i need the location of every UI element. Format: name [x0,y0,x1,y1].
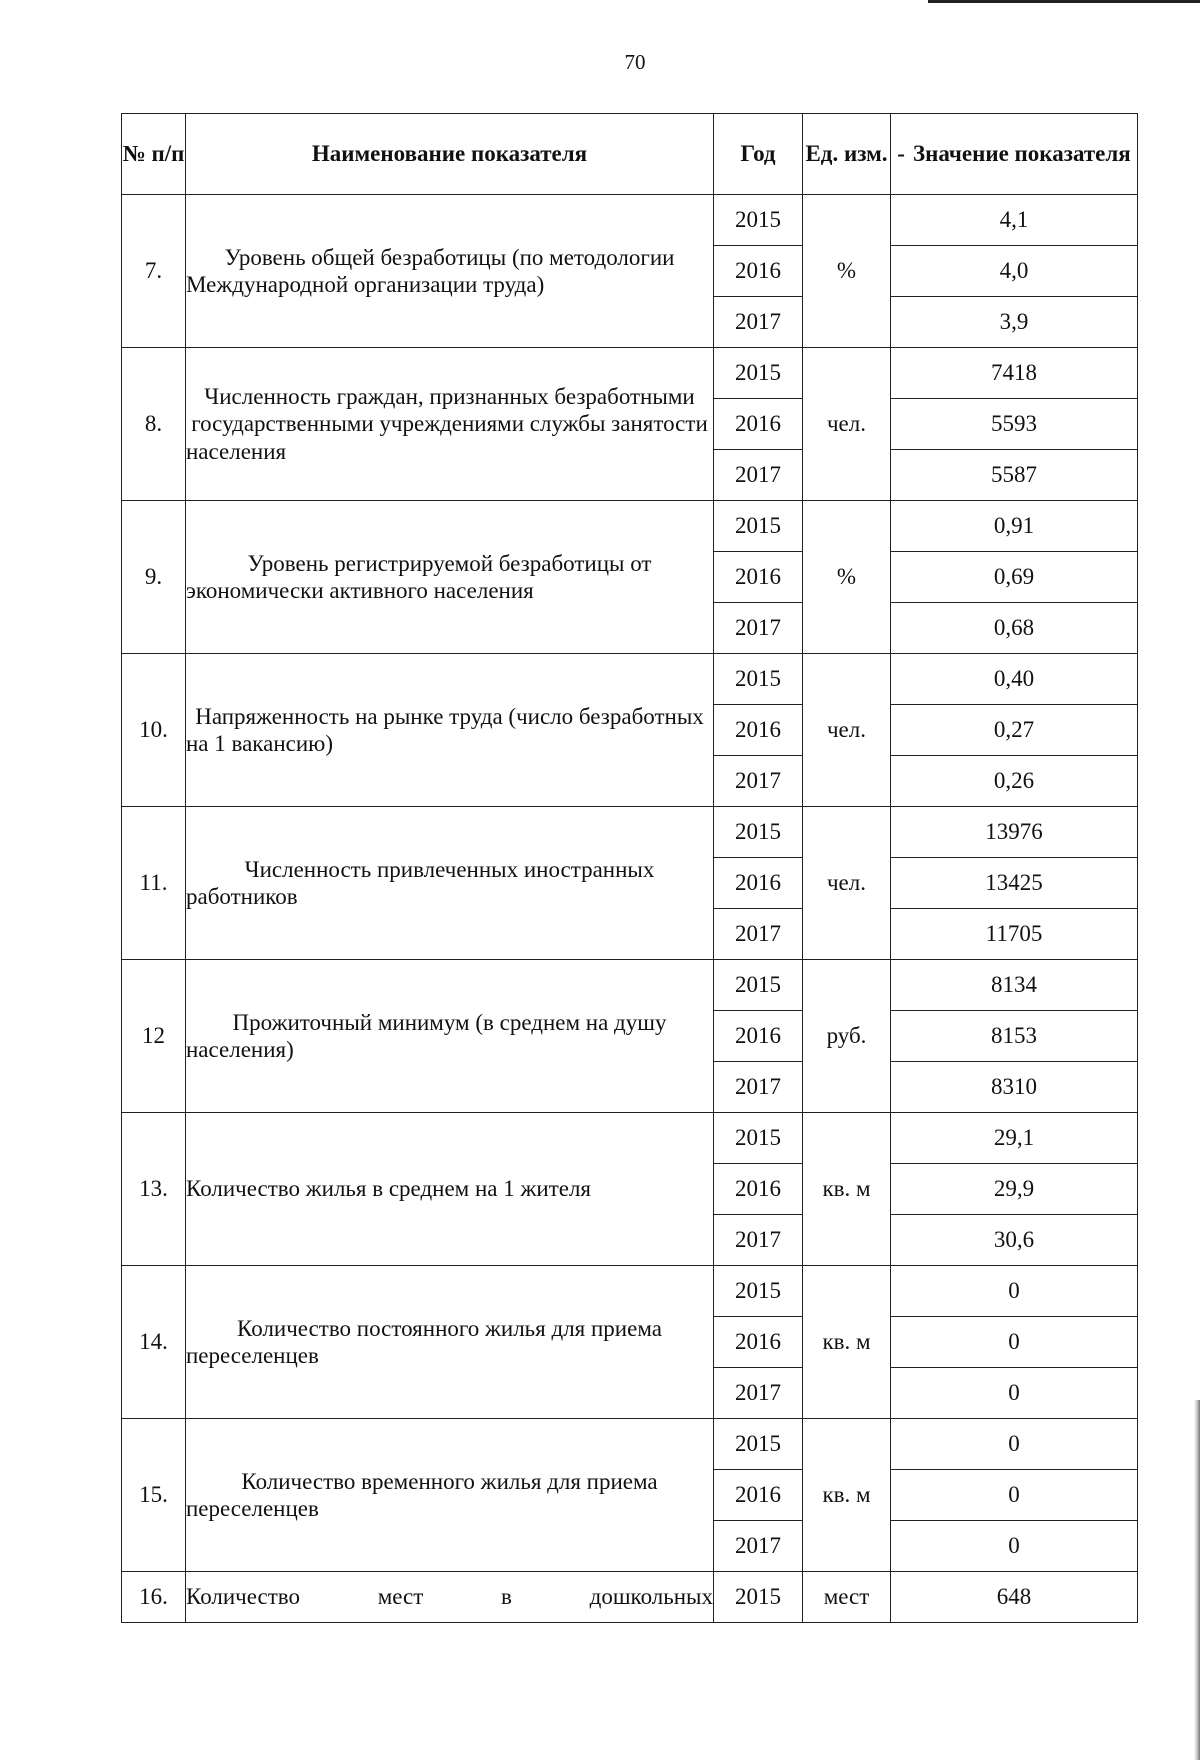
indicator-name: Уровень общей безработицы (по методологии Международной организации труда) [186,195,714,348]
value-cell: 0 [891,1266,1138,1317]
table-row [122,807,1138,858]
indicator-name: Прожиточный минимум (в среднем на душу населения) [186,960,714,1113]
indicator-name: Напряженность на рынке труда (число безработных на 1 вакансию) [186,654,714,807]
table-row [122,654,1138,705]
indicator-name: Количество мест в дошкольных [186,1572,714,1623]
unit-cell: кв. м [803,1266,891,1419]
unit-cell: чел. [803,807,891,960]
unit-cell: чел. [803,348,891,501]
value-cell: 13425 [891,858,1138,909]
table-row [122,960,1138,1011]
header-name: Наименование показателя [186,114,714,195]
indicator-name: Численность граждан, признанных безработными государственными учреждениями службы занятости населения [186,348,714,501]
year-cell: 2017 [714,1521,803,1572]
value-cell: 5587 [891,450,1138,501]
value-cell: 3,9 [891,297,1138,348]
table-row [122,195,1138,246]
value-cell: 8310 [891,1062,1138,1113]
row-number: 7. [122,195,186,348]
table-row [122,501,1138,552]
year-cell: 2017 [714,603,803,654]
year-cell: 2017 [714,1215,803,1266]
year-cell: 2015 [714,1266,803,1317]
value-cell: 0 [891,1368,1138,1419]
indicator-name: Количество жилья в среднем на 1 жителя [186,1113,714,1266]
value-cell: 30,6 [891,1215,1138,1266]
table-header-row [122,114,1138,195]
year-cell: 2016 [714,705,803,756]
indicator-name: Количество временного жилья для приема переселенцев [186,1419,714,1572]
year-cell: 2017 [714,1368,803,1419]
header-value-label: Значение показателя [912,140,1131,166]
value-cell: 648 [891,1572,1138,1623]
value-cell: 0,26 [891,756,1138,807]
table-row [122,1572,1138,1623]
year-cell: 2015 [714,1419,803,1470]
value-cell: 0 [891,1521,1138,1572]
year-cell: 2016 [714,1470,803,1521]
year-cell: 2016 [714,399,803,450]
value-cell: 4,0 [891,246,1138,297]
header-num: № п/п [122,114,186,195]
value-cell: 0 [891,1419,1138,1470]
year-cell: 2017 [714,297,803,348]
indicator-name: Количество постоянного жилья для приема переселенцев [186,1266,714,1419]
unit-cell: % [803,501,891,654]
value-cell: 0,40 [891,654,1138,705]
unit-cell: кв. м [803,1419,891,1572]
row-number: 12 [122,960,186,1113]
value-cell: 11705 [891,909,1138,960]
value-cell: 8153 [891,1011,1138,1062]
year-cell: 2015 [714,348,803,399]
unit-cell: мест [803,1572,891,1623]
value-cell: 0,69 [891,552,1138,603]
scan-artifact-line [928,0,1200,3]
table-row [122,348,1138,399]
table-row [122,1113,1138,1164]
year-cell: 2016 [714,552,803,603]
year-cell: 2016 [714,1164,803,1215]
year-cell: 2016 [714,246,803,297]
table-row [122,1419,1138,1470]
value-cell: 0,68 [891,603,1138,654]
unit-cell: руб. [803,960,891,1113]
year-cell: 2016 [714,1011,803,1062]
year-cell: 2015 [714,501,803,552]
value-cell: 0 [891,1317,1138,1368]
value-cell: 7418 [891,348,1138,399]
value-cell: 8134 [891,960,1138,1011]
header-year: Год [714,114,803,195]
row-number: 14. [122,1266,186,1419]
row-number: 8. [122,348,186,501]
year-cell: 2015 [714,654,803,705]
year-cell: 2015 [714,1113,803,1164]
table-body [122,195,1138,1623]
row-number: 11. [122,807,186,960]
row-number: 13. [122,1113,186,1266]
value-cell: 29,1 [891,1113,1138,1164]
indicator-name: Численность привлеченных иностранных работников [186,807,714,960]
year-cell: 2016 [714,1317,803,1368]
scan-dash-mark: - [897,140,905,166]
value-cell: 5593 [891,399,1138,450]
year-cell: 2015 [714,960,803,1011]
row-number: 9. [122,501,186,654]
year-cell: 2016 [714,858,803,909]
value-cell: 29,9 [891,1164,1138,1215]
year-cell: 2015 [714,1572,803,1623]
value-cell: 13976 [891,807,1138,858]
header-value [891,114,1138,195]
unit-cell: % [803,195,891,348]
year-cell: 2017 [714,1062,803,1113]
value-cell: 0 [891,1470,1138,1521]
indicators-table [121,113,1138,1623]
page-number: 70 [624,50,646,74]
value-cell: 4,1 [891,195,1138,246]
year-cell: 2015 [714,195,803,246]
row-number: 10. [122,654,186,807]
row-number: 16. [122,1572,186,1623]
value-cell: 0,91 [891,501,1138,552]
table-row [122,1266,1138,1317]
row-number: 15. [122,1419,186,1572]
header-unit: Ед. изм. [803,114,891,195]
indicator-name: Уровень регистрируемой безработицы от экономически активного населения [186,501,714,654]
year-cell: 2017 [714,450,803,501]
year-cell: 2017 [714,909,803,960]
year-cell: 2017 [714,756,803,807]
year-cell: 2015 [714,807,803,858]
unit-cell: кв. м [803,1113,891,1266]
value-cell: 0,27 [891,705,1138,756]
scan-artifact-edge [1194,1400,1200,1760]
unit-cell: чел. [803,654,891,807]
